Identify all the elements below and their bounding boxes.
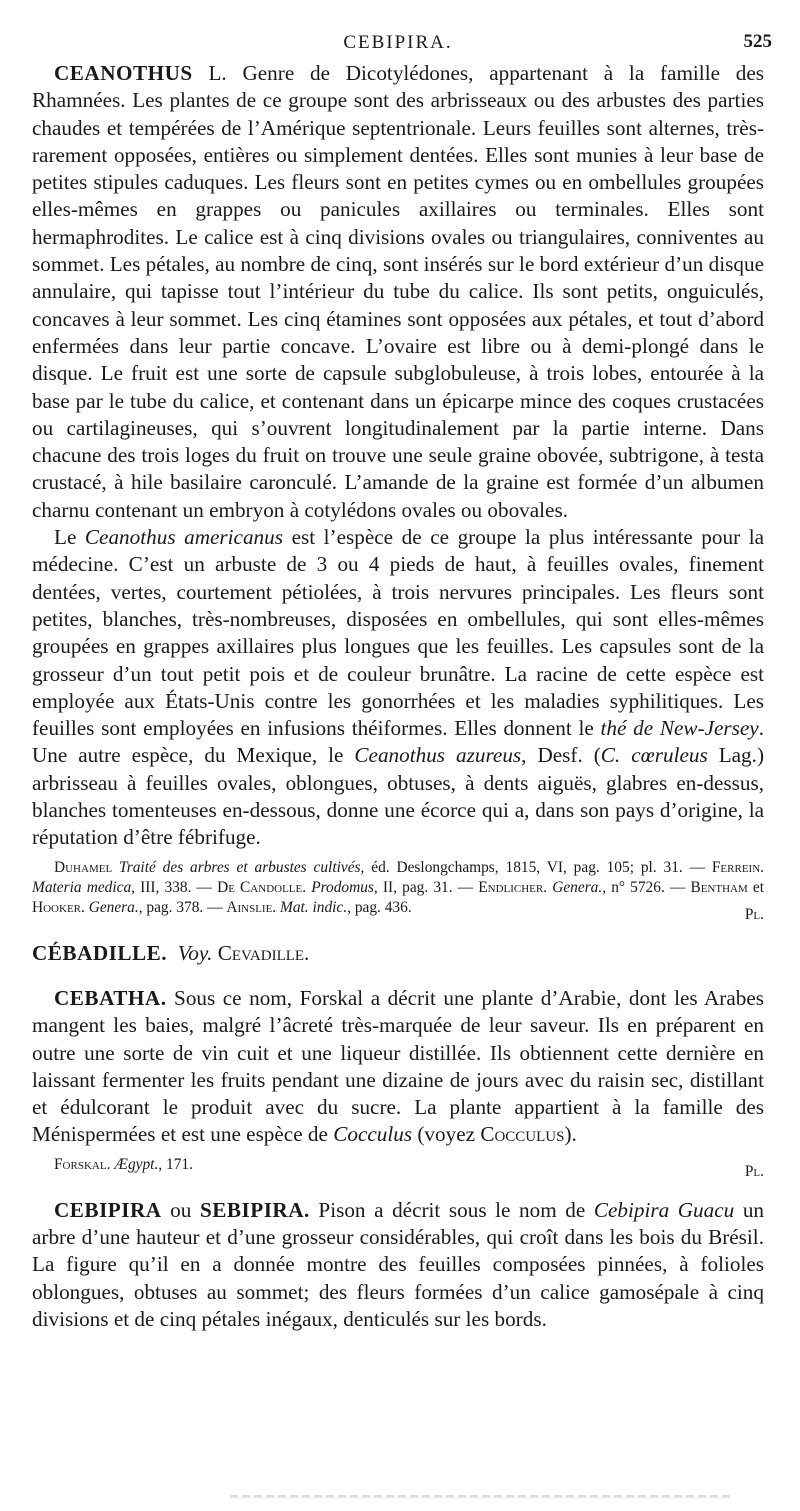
bleed-through-line: [230, 1495, 730, 1498]
cebipira-paragraph: CEBIPIRA ou SEBIPIRA. Pison a décrit sous le nom de Cebipira Guacu un arbre d’une hauteur et d’une grosseur considérables, qui croît dans les bois du Brésil. La figure qu’il en a donnée montre des feuilles composées pinnées, à folioles oblongues, obtuses au sommet; des fleurs formées d’un calice gamosépale à cinq divisions et de cinq pétales inégaux, denticulés sur les bords.: [32, 1197, 765, 1331]
ref-author: Hooker.: [32, 898, 85, 916]
genus-name: Cocculus: [333, 1122, 413, 1147]
ref-author: De Candolle.: [217, 878, 307, 896]
plant-name: Cebipira Guacu: [593, 1197, 735, 1222]
cebatha-paragraph: CEBATHA. Sous ce nom, Forskal a décrit une plante d’Arabie, dont les Arabes mangent les baies, malgré l’âcreté très-marquée de leur saveur. Ils en préparent en outre une sorte de vin cuit et une liqueur distillée. Ils obtiennent cette dernière en laissant fermenter les fruits pendant une dizaine de jours avec du raisin sec, distillant et édulcorant le produit avec du sucre. La plante appartient à la famille des Ménispermées et est une espèce de Cocculus (voyez Cocculus).: [32, 985, 764, 1147]
see-also-label: Voy.: [177, 940, 213, 965]
species-name: Ceanothus azureus: [354, 743, 522, 768]
common-name: thé de New-Jersey: [600, 716, 759, 741]
ceanothus-paragraph-2: Le Ceanothus americanus est l’espèce de ce groupe la plus intéressante pour la médecine. C’est un arbuste de 3 ou 4 pieds de haut, à feuilles ovales, finement dentées, vertes, courtement pétiolées, à trois nervures principales. Les fleurs sont petites, blanches, très-nombreuses, disposées en ombellules, qui sont elles-mêmes groupées en grappes axillaires plus longues que les feuilles. Les capsules sont de la grosseur d’un tout petit pois et de couleur brunâtre. La racine de cette espèce est employée aux États-Unis contre les gonorrhées et les maladies syphilitiques. Les feuilles sont employées en infusions théiformes. Elles donnent le thé de New-Jersey. Une autre espèce, du Mexique, le Ceanothus azureus, Desf. (C. cœruleus Lag.) arbrisseau à feuilles ovales, oblongues, obtuses, à dents aiguës, glabres en-dessus, blanches tomenteuses en-dessous, donne une écorce qui a, dans son pays d’origine, la réputation d’être fébrifuge.: [32, 525, 764, 850]
entry-cebipira: [32, 1197, 764, 1333]
ceanothus-paragraph-1: CEANOTHUS L. Genre de Dicotylédones, appartenant à la famille des Rhamnées. Les plantes de ce groupe sont des arbrisseaux ou des arbustes des parties chaudes et tempérées de l’Amérique septentrionale. Leurs feuilles sont alternes, très-rarement opposées, entières ou simplement dentées. Elles sont munies à leur base de petites stipules caduques. Les fleurs sont en petites cymes ou en ombellules groupées elles-mêmes en grappes ou panicules axillaires ou terminales. Elles sont hermaphrodites. Le calice est à cinq divisions ovales ou triangulaires, conniventes au sommet. Les pétales, au nombre de cinq, sont insérés sur le bord extérieur d’un disque annulaire, qui tapisse tout l’intérieur du tube du calice. Ils sont petits, onguiculés, concaves à leur sommet. Les cinq étamines sont opposées aux pétales, et tout d’abord enfermées dans leur partie concave. L’ovaire est libre ou à demi-plongé dans le disque. Le fruit est une sorte de capsule subglobuleuse, à trois lobes, entourée à la base par le tube du calice, et contenant dans un épicarpe mince des coques crustacées ou cartilagineuses, qui s’ouvrent longitudinalement par la partie interne. Dans chacune des trois loges du fruit on trouve une seule graine obovée, subtrigone, à testa crustacé, à hile basilaire caronculé. L’amande de la graine est formée d’un albumen charnu contenant un embryon à cotylédons ovales ou obovales.: [32, 61, 764, 522]
ref-author: Ferrein.: [711, 858, 765, 876]
author-signature: Pl.: [744, 905, 764, 923]
species-name: Ceanothus americanus: [84, 525, 283, 550]
entry-cebatha: [32, 985, 764, 1180]
dictionary-page: [32, 0, 772, 1333]
ref-author: Endlicher.: [478, 878, 548, 896]
headword-sebipira: SEBIPIRA.: [199, 1197, 310, 1222]
running-head: [32, 0, 772, 60]
headword-cebatha: CEBATHA.: [54, 985, 167, 1010]
ref-author: Ainslie.: [226, 898, 277, 916]
cebatha-references: Forskal. Ægypt., 171. Pl.: [54, 1155, 764, 1180]
headword-cebipira: CEBIPIRA: [54, 1197, 162, 1222]
ref-author: Forskal.: [54, 1155, 111, 1173]
ceanothus-references: Duhamel Traité des arbres et arbustes cultivés, éd. Deslongchamps, 1815, VI, pag. 105; pl. 31. — Ferrein. Materia medica, III, 338. — De Candolle. Prodomus, II, pag. 31. — Endlicher. Genera., n° 5726. — Bentham et Hooker. Genera., pag. 378. — Ainslie. Mat. indic., pag. 436. Pl.: [32, 858, 765, 923]
running-title: CEBIPIRA.: [343, 32, 453, 53]
cross-reference: Cevadille.: [217, 940, 310, 965]
entry-cebadille: [32, 940, 764, 967]
headword-ceanothus: CEANOTHUS: [54, 61, 193, 85]
species-name: C. cœruleus: [600, 743, 708, 768]
entry-ceanothus: [32, 60, 765, 923]
cross-reference: Cocculus: [480, 1122, 565, 1147]
ref-author: Bentham: [690, 878, 748, 896]
headword-cebadille: CÉBADILLE.: [32, 940, 168, 965]
page-number: 525: [743, 31, 772, 52]
ref-author: Duhamel: [54, 858, 113, 876]
author-signature: Pl.: [744, 1162, 764, 1180]
